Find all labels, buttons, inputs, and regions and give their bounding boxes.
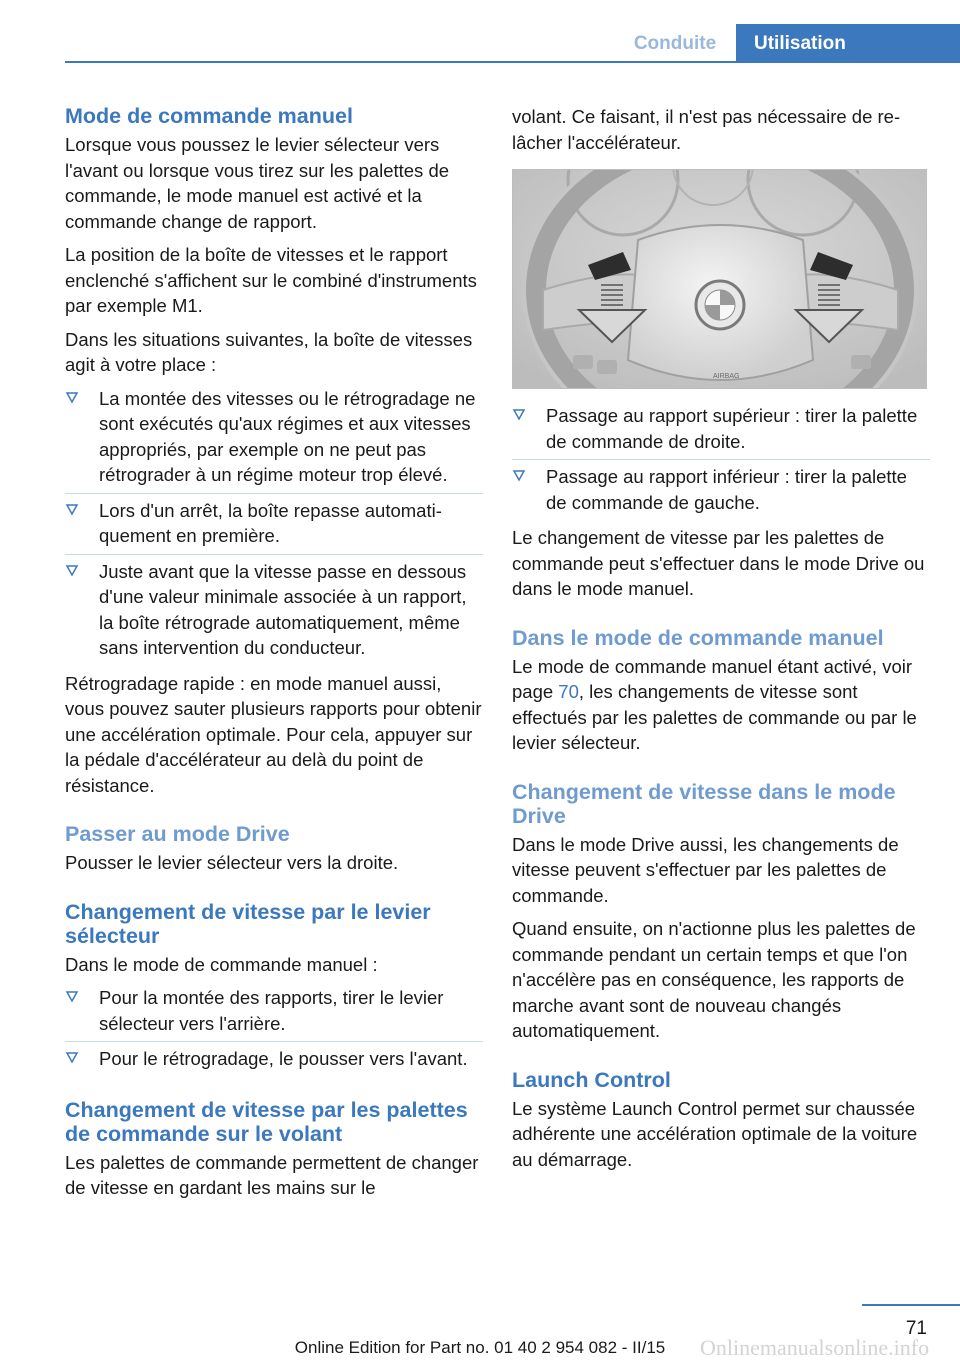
paragraph: Dans les situations suivantes, la boîte de vitesses agit à votre place : <box>65 328 473 375</box>
list-item-text: La montée des vitesses ou le rétrogradage ne sont exécutés qu'aux régimes et aux vitesses appropriés, par exemple on ne peut pas rétrograder à un régime moteur trop élevé. <box>99 387 476 485</box>
list-item <box>65 498 483 549</box>
list-item <box>512 464 930 515</box>
airbag-label: AIRBAG <box>713 373 740 380</box>
section-title-drive-mode-shift: Changement de vitesse dans le mode Drive <box>512 779 896 828</box>
paragraph: Dans le mode Drive aussi, les changements de vitesse peuvent s'effectuer par les palettes de commande. <box>512 833 899 906</box>
list-divider <box>65 554 483 555</box>
list-item-text: Pour le rétrogradage, le pousser vers l'avant. <box>99 1048 468 1069</box>
list-item <box>65 985 483 1036</box>
section-title-in-manual-mode: Dans le mode de commande manuel <box>512 625 884 650</box>
bullet-list <box>65 386 483 661</box>
triangle-bullet-icon <box>65 987 79 1007</box>
list-item <box>65 1046 483 1072</box>
paragraph: Rétrogradage rapide : en mode manuel aussi, vous pouvez sauter plusieurs rapports pour obtenir une accélération optimale. Pour cela, appuyer sur la pédale d'accélérateur au delà du point de résistance. <box>65 672 482 796</box>
list-item-text: Juste avant que la vitesse passe en dessous d'une valeur minimale associée à un rapport, la boîte rétrograde automatiquement, même sans intervention du conducteur. <box>99 560 467 658</box>
list-divider <box>65 1041 483 1042</box>
section-title-drive-mode: Passer au mode Drive <box>65 822 290 846</box>
tab-conduite[interactable]: Conduite <box>633 32 717 54</box>
list-item <box>65 386 483 488</box>
right-column <box>512 104 930 1180</box>
watermark: Onlinemanualsonline.info <box>700 1335 930 1360</box>
section-title-lever-shift: Changement de vitesse par le levier sélecteur <box>65 899 431 948</box>
steering-wheel-paddles-illustration <box>513 170 927 389</box>
edition-line: Online Edition for Part no. 01 40 2 954 082 - II/15 <box>294 1338 666 1357</box>
paragraph: La position de la boîte de vitesses et le rapport enclenché s'affichent sur le combiné d'instruments par exemple M1. <box>65 244 477 316</box>
paragraph: volant. Ce faisant, il n'est pas nécessaire de relâcher l'accélérateur. <box>512 106 901 153</box>
text-span: Le mode de commande manuel étant activé, voir page <box>512 655 913 702</box>
paragraph: Lorsque vous poussez le levier sélecteur vers l'avant ou lorsque vous tirez sur les palettes de commande, le mode manuel est activé et la commande change de rapport. <box>65 134 450 232</box>
list-item-text: Pour la montée des rapports, tirer le levier sélecteur vers l'arrière. <box>99 987 444 1034</box>
list-divider <box>512 459 930 460</box>
section-title-paddle-shift: Changement de vitesse par les palettes de commande sur le volant <box>65 1097 468 1146</box>
paragraph: Pousser le levier sélecteur vers la droite. <box>65 852 399 873</box>
list-item-text: Passage au rapport inférieur : tirer la palette de commande de gauche. <box>546 466 907 513</box>
tab-utilisation[interactable]: Utilisation <box>736 24 960 63</box>
bullet-list <box>512 403 930 515</box>
triangle-bullet-icon <box>65 561 79 581</box>
list-item-text: Passage au rapport supérieur : tirer la palette de commande de droite. <box>546 405 918 452</box>
triangle-bullet-icon <box>65 1048 79 1068</box>
list-item <box>512 403 930 454</box>
left-column <box>65 104 483 1209</box>
paragraph: Dans le mode de commande manuel : <box>65 953 378 975</box>
footer-rule <box>862 1304 960 1306</box>
list-item-text: Lors d'un arrêt, la boîte repasse automatiquement en première. <box>99 499 442 546</box>
triangle-bullet-icon <box>65 500 79 520</box>
list-item <box>65 559 483 661</box>
paragraph: Quand ensuite, on n'actionne plus les palettes de commande pendant un certain temps et que l'on n'accélère pas en conséquence, les rapports de marche avant sont de nouveau changés automatiquement. <box>512 918 916 1041</box>
header-rule <box>65 61 960 63</box>
list-divider <box>65 493 483 494</box>
triangle-bullet-icon <box>512 466 526 486</box>
steering-wheel-figure <box>512 169 927 389</box>
paragraph: Les palettes de commande permettent de changer de vitesse en gardant les mains sur le <box>65 1151 479 1198</box>
page-link[interactable]: 70 <box>558 681 579 702</box>
paragraph <box>512 654 930 756</box>
bullet-list <box>65 985 483 1072</box>
paragraph: Le changement de vitesse par les palettes de commande peut s'effectuer dans le mode Drive ou dans le mode manuel. <box>512 527 925 599</box>
page-number: 71 <box>905 1318 927 1339</box>
section-title-launch-control: Launch Control <box>512 1067 671 1092</box>
section-title-manual-mode: Mode de commande manuel <box>65 104 353 128</box>
triangle-bullet-icon <box>512 405 526 425</box>
text-span: , les changements de vitesse sont effectués par les palettes de commande ou par le levier sélecteur. <box>512 681 917 753</box>
paragraph: Le système Launch Control permet sur chaussée adhérente une accélération optimale de la voiture au démarrage. <box>512 1097 918 1170</box>
triangle-bullet-icon <box>65 388 79 408</box>
